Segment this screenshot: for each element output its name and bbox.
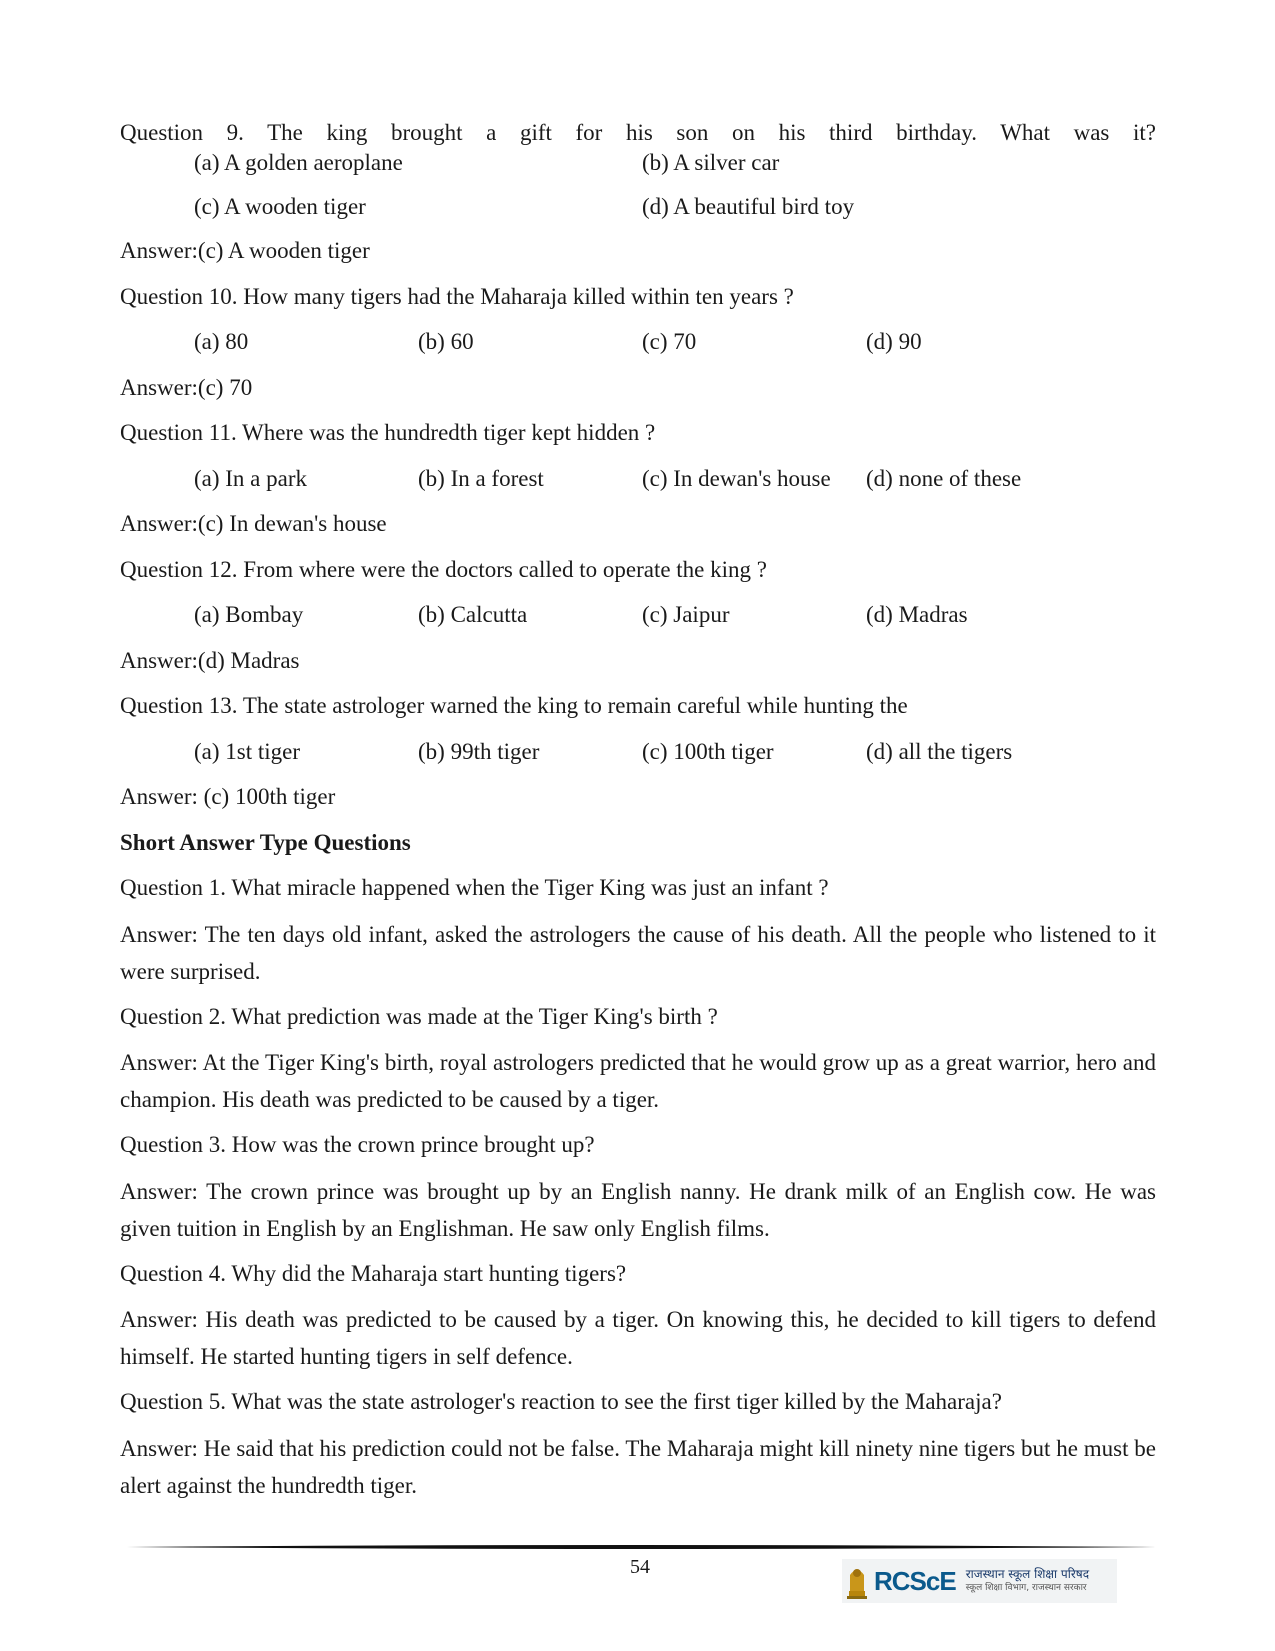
short-answer-3: Answer: The crown prince was brought up by an English nanny. He drank milk of an English cow. He was given tuition in English by an Englishman. He saw only English films. — [120, 1178, 1156, 1241]
logo-hindi-line2: स्कूल शिक्षा विभाग, राजस्थान सरकार — [965, 1583, 1087, 1593]
option-c: (c) 70 — [642, 329, 697, 354]
option-d: (d) Madras — [866, 602, 968, 627]
question-10-options — [120, 327, 1156, 357]
option-a: (a) 1st tiger — [194, 738, 301, 764]
option-b: (b) 99th tiger — [418, 738, 540, 764]
short-answer-1: Answer: The ten days old infant, asked the astrologers the cause of his death. All the people who listened to it were surprised. — [120, 921, 1156, 984]
answer-10: Answer:(c) 70 — [120, 374, 253, 400]
option-d: (d) all the tigers — [866, 738, 1013, 764]
short-answer-5: Answer: He said that his prediction could not be false. The Maharaja might kill ninety nine tigers but he must be alert against the hundredth tiger. — [120, 1435, 1156, 1498]
question-10: Question 10. How many tigers had the Maharaja killed within ten years ? — [120, 283, 794, 309]
question-9-options-row2 — [120, 192, 1156, 222]
option-b: (b) In a forest — [418, 465, 544, 491]
page-number: 54 — [630, 1556, 650, 1578]
question-13-options — [120, 737, 1156, 767]
short-answer-4: Answer: His death was predicted to be caused by a tiger. On knowing this, he decided to kill tigers to defend himself. He started hunting tigers in self defence. — [120, 1307, 1156, 1369]
question-13: Question 13. The state astrologer warned the king to remain careful while hunting the — [120, 693, 908, 718]
logo-text: RCScE — [874, 1565, 956, 1596]
option-b: (b) 60 — [418, 329, 474, 354]
question-12-options — [120, 600, 1156, 630]
short-question-1: Question 1. What miracle happened when the Tiger King was just an infant ? — [120, 875, 829, 900]
option-c: (c) 100th tiger — [642, 738, 774, 764]
option-a: (a) 80 — [194, 329, 249, 354]
answer-13: Answer: (c) 100th tiger — [120, 784, 336, 809]
option-b: (b) Calcutta — [418, 602, 528, 627]
option-c: (c) Jaipur — [642, 602, 730, 627]
option-c: (c) In dewan's house — [642, 465, 831, 491]
option-a: (a) Bombay — [194, 602, 304, 627]
logo-subtitle — [966, 1567, 1089, 1595]
short-answer-2: Answer: At the Tiger King's birth, royal astrologers predicted that he would grow up as a great warrior, hero and champion. His death was predicted to be caused by a tiger. — [120, 1050, 1156, 1112]
question-11-options — [120, 464, 1156, 494]
short-question-5: Question 5. What was the state astrologer's reaction to see the first tiger killed by the Maharaja? — [120, 1389, 1002, 1414]
option-a: (a) In a park — [194, 465, 308, 491]
answer-11: Answer:(c) In dewan's house — [120, 511, 387, 536]
question-9-options-row1 — [120, 148, 1156, 178]
question-9: Question 9. The king brought a gift for his son on his third birthday. What was it? — [120, 120, 1156, 145]
option-d: (d) 90 — [866, 329, 922, 354]
option-d: (d) none of these — [866, 465, 1022, 491]
option-c: (c) A wooden tiger — [194, 194, 366, 219]
footer-divider — [120, 1544, 1156, 1550]
option-a: (a) A golden aeroplane — [194, 150, 403, 175]
emblem-icon — [844, 1561, 870, 1601]
short-question-3: Question 3. How was the crown prince brought up? — [120, 1132, 595, 1157]
question-12: Question 12. From where were the doctors called to operate the king ? — [120, 556, 767, 582]
page-content — [120, 118, 1156, 1516]
short-question-4: Question 4. Why did the Maharaja start hunting tigers? — [120, 1260, 627, 1286]
option-d: (d) A beautiful bird toy — [642, 194, 855, 219]
logo-hindi-line1: राजस्थान स्कूल शिक्षा परिषद — [965, 1567, 1090, 1581]
option-b: (b) A silver car — [642, 150, 780, 175]
short-question-2: Question 2. What prediction was made at the Tiger King's birth ? — [120, 1003, 718, 1029]
question-11: Question 11. Where was the hundredth tiger kept hidden ? — [120, 420, 656, 445]
rcsce-logo — [842, 1559, 1117, 1603]
answer-12: Answer:(d) Madras — [120, 647, 300, 673]
answer-9: Answer:(c) A wooden tiger — [120, 238, 370, 263]
section-heading: Short Answer Type Questions — [120, 829, 411, 855]
